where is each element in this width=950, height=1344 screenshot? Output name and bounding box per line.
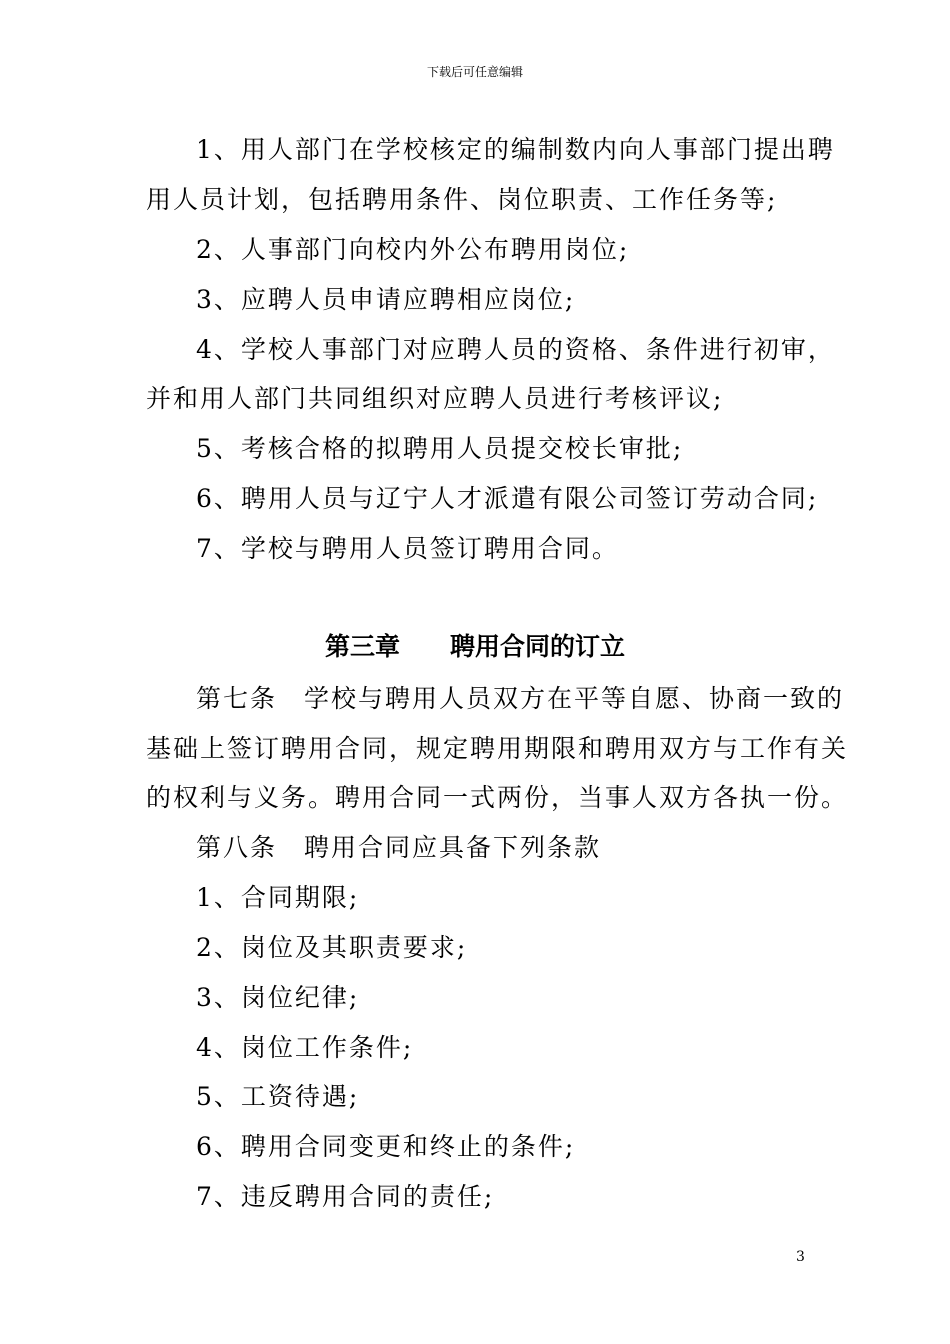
list-item: 6、聘用合同变更和终止的条件; [196,1132,576,1161]
list-item: 7、学校与聘用人员签订聘用合同。 [196,534,619,563]
page-header: 下载后可任意编辑 [426,65,523,79]
list-item: 3、应聘人员申请应聘相应岗位; [196,285,576,314]
article-line: 第八条 聘用合同应具备下列条款 [196,833,602,862]
paragraph-line: 并和用人部门共同组织对应聘人员进行考核评议; [146,384,724,413]
paragraph-line: 1、用人部门在学校核定的编制数内向人事部门提出聘 [196,135,835,164]
paragraph-line: 用人员计划，包括聘用条件、岗位职责、工作任务等; [146,185,778,214]
page-number: 3 [796,1249,805,1265]
chapter-title: 第三章 聘用合同的订立 [324,632,625,661]
list-item: 1、合同期限; [196,883,360,912]
list-item: 4、岗位工作条件; [196,1033,414,1062]
list-item: 2、岗位及其职责要求; [196,933,468,962]
paragraph-line: 4、学校人事部门对应聘人员的资格、条件进行初审， [196,335,835,364]
article-line: 基础上签订聘用合同，规定聘用期限和聘用双方与工作有关 [146,734,849,763]
list-item: 5、考核合格的拟聘用人员提交校长审批; [196,434,684,463]
list-item: 5、工资待遇; [196,1082,360,1111]
list-item: 2、人事部门向校内外公布聘用岗位; [196,235,630,264]
article-line: 第七条 学校与聘用人员双方在平等自愿、协商一致的 [196,684,845,713]
list-item: 7、违反聘用合同的责任; [196,1182,495,1211]
article-line: 的权利与义务。聘用合同一式两份，当事人双方各执一份。 [146,783,849,812]
list-item: 6、聘用人员与辽宁人才派遣有限公司签订劳动合同; [196,484,819,513]
list-item: 3、岗位纪律; [196,983,360,1012]
